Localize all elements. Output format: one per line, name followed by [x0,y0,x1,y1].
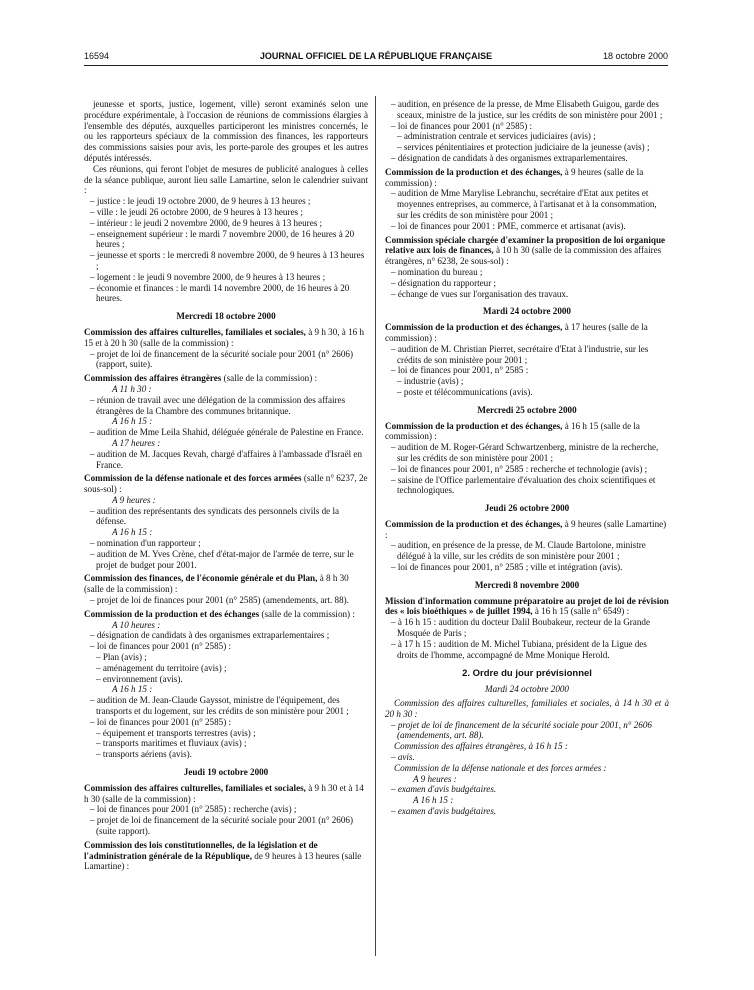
item-list [385,617,669,660]
list-item: – loi de finances pour 2001 (n° 2585) : [90,716,232,727]
right-column [385,99,669,817]
committee-entry: Commission des lois constitutionnelles, de la législation et de l'administration générale de la République, de 9 heures à 13 heures (salle Lamartine) : [84,839,362,872]
committee-entry: Commission des affaires culturelles, familiales et sociales, à 9 h 30, à 16 h 15 et à 20 h 30 (salle de la commission) : [84,326,365,348]
committee-entry: Mission d'information commune préparatoire au projet de loi de révision des « lois bioéthiques » de juillet 1994, à 16 h 15 (salle n° 6549) : [385,595,669,617]
list-item: – loi de finances pour 2001 (n° 2585) : [90,641,232,652]
list-item: – audition de M. Roger-Gérard Schwartzenberg, ministre de la recherche, sur les crédits de son ministère pour 2001 ; [391,442,659,463]
committee-name: Commission de la production et des échanges, [385,322,563,333]
left-column [84,99,368,872]
day-heading: Jeudi 19 octobre 2000 [183,767,269,778]
column-divider [375,96,376,956]
page-header [84,51,668,66]
list-item: – loi de finances pour 2001, n° 2585 : [391,365,529,376]
day-heading: Mercredi 18 octobre 2000 [176,311,276,322]
committee-entry: Commission des affaires étrangères (salle de la commission) : [84,373,318,384]
list-item: – projet de loi de financement de la sécurité sociale pour 2001 (n° 2606) (rapport, suite). [90,348,353,370]
time-label: A 11 h 30 : [112,383,152,394]
section-heading: 2. Ordre du jour prévisionnel [462,668,592,680]
list-item: – désignation de candidats à des organismes extraparlementaires ; [90,630,330,641]
issue-date: 18 octobre 2000 [602,51,668,61]
list-item: – audition des représentants des syndicats des personnels civils de la défense. [90,505,340,527]
sub-list-item: – transports aériens (avis). [96,749,192,760]
calendar-item: – logement : le jeudi 9 novembre 2000, de 9 heures à 13 heures ; [90,271,326,282]
list-item: – projet de loi de financement de la sécurité sociale pour 2001, n° 2606 (amendements, art. 88). [391,719,652,741]
list-item: – désignation du rapporteur ; [391,277,497,288]
intro-paragraph-2: Ces réunions, qui feront l'objet de mesures de publicité analogues à celles de la séance publique, auront lieu salle Lamartine, selon le calendrier suivant : [84,163,368,196]
sub-item-list [84,728,368,760]
committee-name: Commission de la production et des échanges, [385,518,563,529]
item-list [84,695,368,727]
sub-list-item: – poste et télécommunications (avis). [397,386,533,397]
list-item: – désignation de candidats à des organismes extraparlementaires. [391,152,628,163]
committee-name: Commission des affaires culturelles, familiales et sociales, [84,326,306,337]
committee-entry: Commission de la défense nationale et des forces armées : [394,762,607,773]
time-label: A 16 h 15 : [413,795,454,806]
item-list [385,344,669,376]
list-item: – audition, en présence de la presse, de M. Claude Bartolone, ministre délégué à la ville, sur les crédits de son ministère pour 2001 ; [391,540,646,562]
sub-list-item: – transports maritimes et fluviaux (avis) ; [96,738,247,749]
list-item: – audition de M. Jacques Revah, chargé d'affaires à l'ambassade d'Israël en France. [90,448,362,470]
committee-entry: Commission de la production et des échanges (salle de la commission) : [84,608,355,619]
time-label: A 17 heures : [112,437,161,448]
sub-item-list [84,652,368,684]
committee-entry: Commission des affaires culturelles, familiales et sociales, à 14 h 30 et à 20 h 30 : [385,698,669,719]
sub-list-item: – administration centrale et services judiciaires (avis) ; [397,131,596,142]
list-item: – audition de M. Christian Pierret, secrétaire d'Etat à l'industrie, sur les crédits de son ministère pour 2001 ; [391,343,649,365]
item-list [385,752,669,763]
sub-list-item: – services pénitentiaires et protection judiciaire de la jeunesse (avis) ; [397,142,650,153]
item-list [84,804,368,836]
item-list [385,720,669,742]
committee-name: Commission des finances, de l'économie générale et du Plan, [84,573,318,584]
list-item: – loi de finances pour 2001 (n° 2585) : [391,120,533,131]
sub-list-item: – Plan (avis) ; [96,652,147,663]
list-item: – projet de loi de finances pour 2001 (n° 2585) (amendements, art. 88). [90,595,349,606]
list-item: – à 17 h 15 : audition de M. Michel Tubiana, président de la Ligue des droits de l'homme, accompagné de Mme Monique Herold. [391,638,647,660]
sub-list-item: – aménagement du territoire (avis) ; [96,662,227,673]
day-heading: Mercredi 8 novembre 2000 [474,579,580,590]
committee-name: Commission des lois constitutionnelles, de la législation et de l'administration générale de la République, [84,839,318,861]
list-item: – projet de loi de financement de la sécurité sociale pour 2001 (n° 2606) (suite rapport). [90,815,353,836]
committee-entry: Commission de la production et des échanges, à 17 heures (salle de la commission) : [385,322,648,343]
intro-paragraph: jeunesse et sports, justice, logement, ville) seront examinés selon une procédure expérimentale, à l'occasion de réunions de commissions élargies à l'ensemble des députés, auxquelles participeront les ministres concernés, le ou les rapporteurs spéciaux de la commission des finances, les rapporteurs des commissions saisies pour avis, les porte-parole des groupes et les autres députés intéressés. [84,99,368,163]
committee-entry: Commission de la production et des échanges, à 9 heures (salle de la commission) : [385,166,644,188]
committee-name: Commission des affaires étrangères [84,373,222,384]
sub-item-list [385,376,669,398]
committee-entry: Commission de la production et des échanges, à 9 heures (salle Lamartine) : [385,518,667,540]
list-item: – examen d'avis budgétaires. [391,784,497,795]
committee-name: Commission des affaires culturelles, familiales et sociales, [84,782,306,793]
committee-entry: Commission spéciale chargée d'examiner la proposition de loi organique relative aux lois de finances, à 10 h 30 (salle de la commission des affaires étrangères, n° 6238, 2e sous-sol) : [385,234,666,267]
committee-name: Commission de la production et des échanges, [385,420,563,431]
calendar-item: – ville : le jeudi 26 octobre 2000, de 9 heures à 13 heures ; [90,206,303,217]
item-list [385,188,669,231]
committee-entry: Commission des affaires étrangères, à 16 h 15 : [394,741,568,752]
list-item: – audition de M. Jean-Claude Gayssot, ministre de l'équipement, des transports et du logement, sur les crédits de son ministère pour 2001 ; [90,695,349,717]
list-item: – audition, en présence de la presse, de Mme Elisabeth Guigou, garde des sceaux, ministre de la justice, sur les crédits de son ministère pour 2001 ; [391,99,663,120]
sub-list-item: – industrie (avis) ; [397,376,464,387]
day-heading: Jeudi 26 octobre 2000 [484,503,570,514]
time-label: A 16 h 15 : [112,684,153,695]
list-item: – loi de finances pour 2001, n° 2585 : recherche et technologie (avis) ; [391,463,648,474]
day-heading: Mardi 24 octobre 2000 [483,306,571,317]
committee-entry: Commission de la production et des échanges, à 16 h 15 (salle de la commission) : [385,420,640,442]
sub-list-item: – environnement (avis). [96,673,183,684]
calendar-item: – économie et finances : le mardi 14 novembre 2000, de 16 heures à 20 heures. [90,282,350,304]
list-item: – nomination du bureau ; [391,266,483,277]
calendar-item: – jeunesse et sports : le mercredi 8 novembre 2000, de 9 heures à 13 heures ; [90,250,365,271]
committee-entry: Commission de la défense nationale et des forces armées (salle n° 6237, 2e sous-sol) : [84,473,368,495]
list-item: – audition de Mme Leila Shahid, déléguée générale de Palestine en France. [90,427,364,438]
list-item: – loi de finances pour 2001, n° 2585 ; ville et intégration (avis). [391,562,623,573]
time-label: A 16 h 15 : [112,416,153,427]
list-item: – nomination d'un rapporteur ; [90,538,201,549]
list-item: – saisine de l'Office parlementaire d'évaluation des choix scientifiques et technologiques. [391,474,656,496]
item-list [84,349,368,371]
day-heading: Mardi 24 octobre 2000 [485,684,569,695]
calendar-item: – justice : le jeudi 19 octobre 2000, de 9 heures à 13 heures ; [90,196,311,207]
list-item: – avis. [391,752,415,763]
list-item: – examen d'avis budgétaires. [391,806,497,817]
committee-name: Commission de la défense nationale et des forces armées [84,473,302,484]
journal-title: JOURNAL OFFICIEL DE LA RÉPUBLIQUE FRANÇAISE [259,51,493,61]
time-label: A 10 heures : [112,619,161,630]
committee-entry: Commission des affaires culturelles, familiales et sociales, à 9 h 30 et à 14 h 30 (salle de la commission) : [84,782,364,804]
calendar-list [84,196,368,304]
calendar-item: – intérieur : le jeudi 2 novembre 2000, de 9 heures à 13 heures ; [90,217,323,228]
list-item: – audition de Mme Marylise Lebranchu, secrétaire d'Etat aux petites et moyennes entreprises, au commerce, à l'artisanat et à la consommation, sur les crédits de son ministère pour 2001 ; [391,188,657,220]
time-label: A 16 h 15 : [112,527,153,538]
time-label: A 9 heures : [112,494,156,505]
committee-entry: Commission des finances, de l'économie générale et du Plan, à 8 h 30 (salle de la commission) : [84,573,349,595]
item-list [385,540,669,572]
list-item: – loi de finances pour 2001 : PME, commerce et artisanat (avis). [391,220,626,231]
day-heading: Mercredi 25 octobre 2000 [477,404,577,415]
sub-item-list [385,131,669,153]
committee-name: Mission d'information commune préparatoire au projet de loi de révision des « lois bioéthiques » de juillet 1994, [385,595,669,617]
committee-name: Commission de la production et des échanges, [385,166,563,177]
committee-name: Commission spéciale chargée d'examiner la proposition de loi organique relative aux lois de finances, [385,234,666,256]
page-number: 16594 [84,51,110,61]
list-item: – audition de M. Yves Crène, chef d'état-major de l'armée de terre, sur le projet de budget pour 2001. [90,548,354,570]
list-item: – loi de finances pour 2001 (n° 2585) : recherche (avis) ; [90,804,297,815]
list-item: – échange de vues sur l'organisation des travaux. [391,288,569,299]
item-list [385,442,669,496]
item-list [385,99,669,131]
item-list [84,630,368,652]
time-label: A 9 heures : [413,773,457,784]
sub-list-item: – équipement et transports terrestres (avis) ; [96,727,256,738]
list-item: – à 16 h 15 : audition du docteur Dalil Boubakeur, recteur de la Grande Mosquée de Paris ; [391,617,650,639]
committee-name: Commission de la production et des échanges [84,608,260,619]
list-item: – réunion de travail avec une délégation de la commission des affaires étrangères de la Chambre des communes britannique. [90,394,346,416]
item-list [385,267,669,299]
calendar-item: – enseignement supérieur : le mardi 7 novembre 2000, de 16 heures à 20 heures ; [90,228,355,250]
